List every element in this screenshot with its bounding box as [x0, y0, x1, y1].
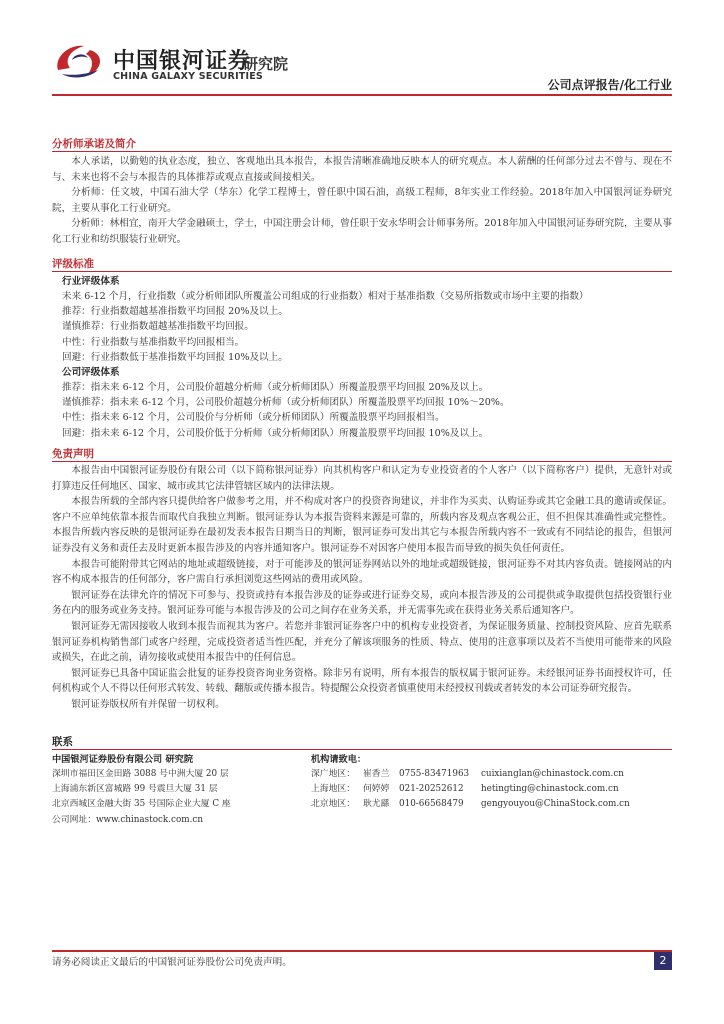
contact-section-title: 联系 — [52, 734, 672, 750]
company-website: 公司网址：www.chinastock.com.cn — [52, 814, 203, 825]
analyst-profile-1: 分析师：任文坡，中国石油大学（华东）化学工程博士，曾任职中国石油，高级工程师，8年实业工作经验。2018年加入中国银河证券研究院，主要从事化工行业研究。 — [52, 187, 672, 214]
contact-address-column — [52, 752, 312, 828]
contact-email[interactable]: hetingting@chinastock.com.cn — [481, 784, 619, 795]
analyst-commitment: 本人承诺，以勤勉的执业态度，独立、客观地出具本报告，本报告清晰准确地反映本人的研究观点。本人薪酬的任何部分过去不曾与、现在不与、未来也将不会与本报告的具体推荐或观点直接或间接相关。 — [52, 156, 672, 183]
contact-row — [311, 782, 671, 797]
analyst-profile-2: 分析师：林相宜，南开大学金融硕士，学士，中国注册会计师，曾任职于安永华明会计师事务所。2018年加入中国银河证券研究院，主要从事化工行业和纺织服装行业研究。 — [52, 218, 672, 245]
disclaimer-paragraph: 银河证券无需因接收人收到本报告而视其为客户。若您并非银河证券客户中的机构专业投资者，为保证服务质量、控制投资风险、应首先联系银河证券机构销售部门或客户经理，完成投资者适当性匹配，并充分了解该项服务的性质、特点、使用的注意事项以及若不当使用可能带来的风险或损失，在此之前，请勿接收或使用本报告中的任何信息。 — [52, 620, 672, 664]
page-header — [0, 0, 724, 98]
contact-section — [52, 734, 672, 750]
contact-row — [311, 767, 671, 782]
institution-contact-column — [311, 752, 671, 813]
industry-rating-line: 推荐：行业指数超越基准指数平均回报 20%及以上。 — [62, 306, 288, 318]
disclaimer-paragraph: 本报告可能附带其它网站的地址或超级链接，对于可能涉及的银河证券网站以外的地址或超级链接，银河证券不对其内容负责。链接网站的内容不构成本报告的任何部分，客户需自行承担浏览这些网站的费用或风险。 — [52, 558, 672, 586]
company-name: 中国银河证券股份有限公司 研究院 — [52, 754, 194, 765]
analyst-section — [52, 136, 672, 248]
disclaimer-section-title: 免责声明 — [52, 446, 672, 462]
contact-phone: 021-20252612 — [399, 784, 464, 795]
contact-region: 上海地区： — [311, 784, 355, 795]
contact-region: 北京地区： — [311, 799, 355, 810]
company-rating-line: 推荐：指未来 6-12 个月，公司股价超越分析师（或分析师团队）所覆盖股票平均回报 20%及以上。 — [62, 382, 489, 394]
industry-rating-line: 谨慎推荐：行业指数超越基准指数平均回报。 — [62, 321, 254, 333]
contact-email[interactable]: gengyouyou@ChinaStock.com.cn — [481, 799, 630, 810]
company-rating-line: 谨慎推荐：指未来 6-12 个月，公司股价超越分析师（或分析师团队）所覆盖股票平均回报 10%～20%。 — [62, 397, 510, 409]
company-rating-title: 公司评级体系 — [62, 367, 120, 379]
contact-phone: 0755-83471963 — [399, 769, 470, 779]
disclaimer-paragraph: 银河证券已具备中国证监会批复的证券投资咨询业务资格。除非另有说明，所有本报告的版权属于银河证券。未经银河证券书面授权许可，任何机构或个人不得以任何形式转发、转载、翻版或传播本报告。特提醒公众投资者慎重使用未经授权刊载或者转发的本公司证券研究报告。 — [52, 667, 672, 695]
contact-row — [311, 797, 671, 812]
disclaimer-paragraph: 本报告由中国银河证券股份有限公司（以下简称银河证券）向其机构客户和认定为专业投资者的个人客户（以下简称客户）提供，无意针对或打算违反任何地区、国家、城市或其它法律管辖区域内的法律法规。 — [52, 465, 672, 492]
contact-name: 耿尤繇 — [363, 799, 390, 810]
contact-phone: 010-66568479 — [399, 799, 464, 810]
company-rating-line: 回避：指未来 6-12 个月，公司股价低于分析师（或分析师团队）所覆盖股票平均回报 10%及以上。 — [62, 427, 489, 439]
company-rating-line: 中性：指未来 6-12 个月，公司股价与分析师（或分析师团队）所覆盖股票平均回报相当。 — [62, 412, 445, 424]
contact-region: 深广地区： — [311, 769, 355, 779]
industry-rating-title: 行业评级体系 — [62, 276, 120, 287]
disclaimer-paragraph: 银河证券在法律允许的情况下可参与、投资或持有本报告涉及的证券或进行证券交易，或向本报告涉及的公司提供或争取提供包括投资银行业务在内的服务或业务支持。银河证券可能与本报告涉及的公司之间存在业务关系，并无需事先或在获得业务关系后通知客户。 — [52, 589, 672, 617]
brand-name-cn: 中国银河证券 — [113, 49, 252, 74]
industry-rating-line: 回避：行业指数低于基准指数平均回报 10%及以上。 — [62, 351, 288, 363]
disclaimer-paragraph: 银河证券版权所有并保留一切权利。 — [71, 698, 225, 710]
industry-rating-line: 中性：行业指数与基准指数平均回报相当。 — [62, 336, 245, 348]
institution-contact-head: 机构请致电： — [311, 754, 367, 765]
rating-section — [52, 256, 672, 441]
page-number: 2 — [654, 952, 672, 970]
galaxy-logo-icon — [50, 40, 110, 82]
office-address: 北京西城区金融大街 35 号国际企业大厦 C 座 — [52, 799, 231, 810]
contact-name: 崔香兰 — [363, 769, 390, 779]
footer-notice: 请务必阅读正文最后的中国银河证券股份公司免责声明。 — [52, 957, 292, 968]
rating-section-title: 评级标准 — [52, 256, 672, 272]
brand-name-en: CHINA GALAXY SECURITIES — [113, 71, 263, 82]
brand-institute: 研究院 — [243, 55, 289, 73]
contact-email[interactable]: cuixianglan@chinastock.com.cn — [481, 769, 624, 779]
header-divider — [52, 94, 672, 96]
industry-rating-line: 未来 6-12 个月，行业指数（或分析师团队所覆盖公司组成的行业指数）相对于基准指数（交易所指数或市场中主要的指数） — [62, 291, 589, 302]
footer-divider — [52, 950, 672, 952]
disclaimer-section — [52, 446, 672, 713]
office-address: 上海浦东新区富城路 99 号震旦大厦 31 层 — [52, 784, 218, 795]
analyst-section-title: 分析师承诺及简介 — [52, 136, 672, 152]
office-address: 深圳市福田区金田路 3088 号中洲大厦 20 层 — [52, 769, 229, 779]
report-type: 公司点评报告/化工行业 — [547, 78, 672, 92]
disclaimer-paragraph: 本报告所载的全部内容只提供给客户做参考之用，并不构成对客户的投资咨询建议，并非作为买卖、认购证券或其它金融工具的邀请或保证。客户不应单纯依靠本报告而取代自我独立判断。银河证券认为本报告资料来源是可靠的，所载内容及观点客观公正，但不担保其准确性或完整性。本报告所载内容反映的是银河证券在最初发表本报告日期当日的判断，银河证券可发出其它与本报告所载内容不一致或有不同结论的报告，但银河证券没有义务和责任去及时更新本报告涉及的内容并通知客户。银河证券不对因客户使用本报告而导致的损失负任何责任。 — [52, 496, 672, 554]
contact-name: 何婷婷 — [363, 784, 390, 795]
